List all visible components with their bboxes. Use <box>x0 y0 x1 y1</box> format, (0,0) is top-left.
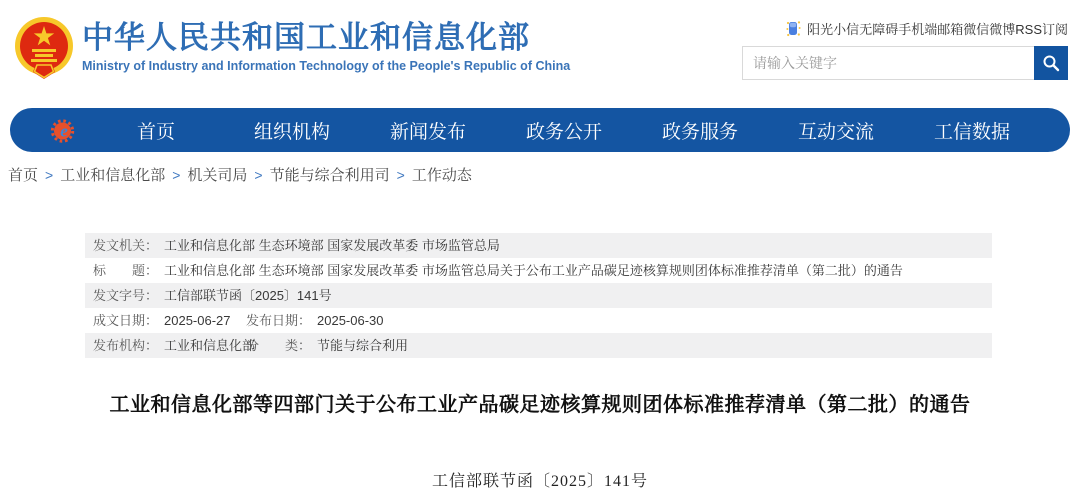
meta-value: 2025-06-27 <box>164 313 231 328</box>
quick-link[interactable]: 微信 <box>963 22 990 37</box>
meta-row <box>85 308 992 333</box>
meta-value: 工信部联节函〔2025〕141号 <box>164 288 332 303</box>
meta-cell <box>246 313 384 328</box>
meta-label: 发文字号： <box>93 288 159 303</box>
meta-label: 发布日期： <box>246 313 312 328</box>
breadcrumb-separator: > <box>45 166 54 183</box>
meta-value: 工业和信息化部 生态环境部 国家发展改革委 市场监管总局关于公布工业产品碳足迹核算规则团体标准推荐清单（第二批）的通告 <box>164 263 903 278</box>
header-logo[interactable] <box>14 16 570 80</box>
svg-text:e: e <box>60 121 68 141</box>
main-nav <box>10 108 1070 152</box>
meta-label: 分 类： <box>246 338 312 353</box>
nav-item[interactable]: 组织机构 <box>253 121 330 143</box>
quick-link[interactable]: 邮箱 <box>937 22 964 37</box>
nav-item[interactable]: 政务公开 <box>525 121 602 143</box>
sunshine-mascot-icon <box>786 20 801 37</box>
meta-label: 标 题： <box>93 263 159 278</box>
meta-row <box>85 233 992 258</box>
breadcrumb-separator: > <box>254 166 263 183</box>
meta-row <box>85 258 992 283</box>
breadcrumb-item[interactable]: 首页 <box>8 167 39 184</box>
breadcrumb-separator: > <box>396 166 405 183</box>
search-input[interactable] <box>743 47 1034 79</box>
site-subtitle: Ministry of Industry and Information Technology of the People's Republic of China <box>82 59 571 73</box>
meta-cell <box>93 263 903 278</box>
meta-table <box>85 233 992 358</box>
quick-link[interactable]: 手机端 <box>898 22 938 37</box>
quick-link[interactable]: 微博 <box>989 22 1016 37</box>
national-emblem-icon <box>14 16 74 80</box>
meta-cell <box>93 308 246 333</box>
meta-cell <box>93 288 332 303</box>
meta-label: 成文日期： <box>93 313 159 328</box>
meta-value: 节能与综合利用 <box>317 338 409 353</box>
breadcrumb-item[interactable]: 工业和信息化部 <box>60 167 166 184</box>
site-title-block <box>82 16 570 73</box>
nav-item[interactable]: 互动交流 <box>797 121 874 143</box>
article-title: 工业和信息化部等四部门关于公布工业产品碳足迹核算规则团体标准推荐清单（第二批）的通告 <box>109 394 971 416</box>
nav-item[interactable]: 新闻发布 <box>389 121 466 143</box>
meta-cell <box>246 338 408 353</box>
breadcrumb-item[interactable]: 节能与综合利用司 <box>269 167 390 184</box>
breadcrumb-item[interactable]: 机关司局 <box>187 167 248 184</box>
quick-link[interactable]: 无障碍 <box>859 22 899 37</box>
meta-value: 2025-06-30 <box>317 313 384 328</box>
site-title: 中华人民共和国工业和信息化部 <box>82 20 530 55</box>
breadcrumb-item[interactable]: 工作动态 <box>411 167 472 184</box>
search-button[interactable] <box>1034 46 1068 80</box>
meta-value: 工业和信息化部 <box>164 338 256 353</box>
nav-item[interactable]: 工信数据 <box>933 121 1010 143</box>
meta-row <box>85 283 992 308</box>
breadcrumb-separator: > <box>172 166 181 183</box>
meta-row <box>85 333 992 358</box>
meta-value: 工业和信息化部 生态环境部 国家发展改革委 市场监管总局 <box>164 238 500 253</box>
meta-cell <box>93 333 256 358</box>
nav-item[interactable]: 政务服务 <box>661 121 738 143</box>
meta-label: 发布机构： <box>93 338 159 353</box>
meta-label: 发文机关： <box>93 238 159 253</box>
quick-link[interactable]: RSS订阅 <box>1015 22 1068 37</box>
quick-link[interactable]: 阳光小信 <box>807 22 860 37</box>
meta-cell <box>93 238 500 253</box>
breadcrumb <box>8 164 472 185</box>
nav-item[interactable]: 首页 <box>136 121 175 143</box>
search-icon <box>1042 54 1060 72</box>
miit-gear-logo-icon <box>50 116 78 144</box>
search-box <box>742 46 1068 80</box>
quick-links <box>786 19 1068 38</box>
article-doc-number: 工信部联节函〔2025〕141号 <box>431 473 648 490</box>
